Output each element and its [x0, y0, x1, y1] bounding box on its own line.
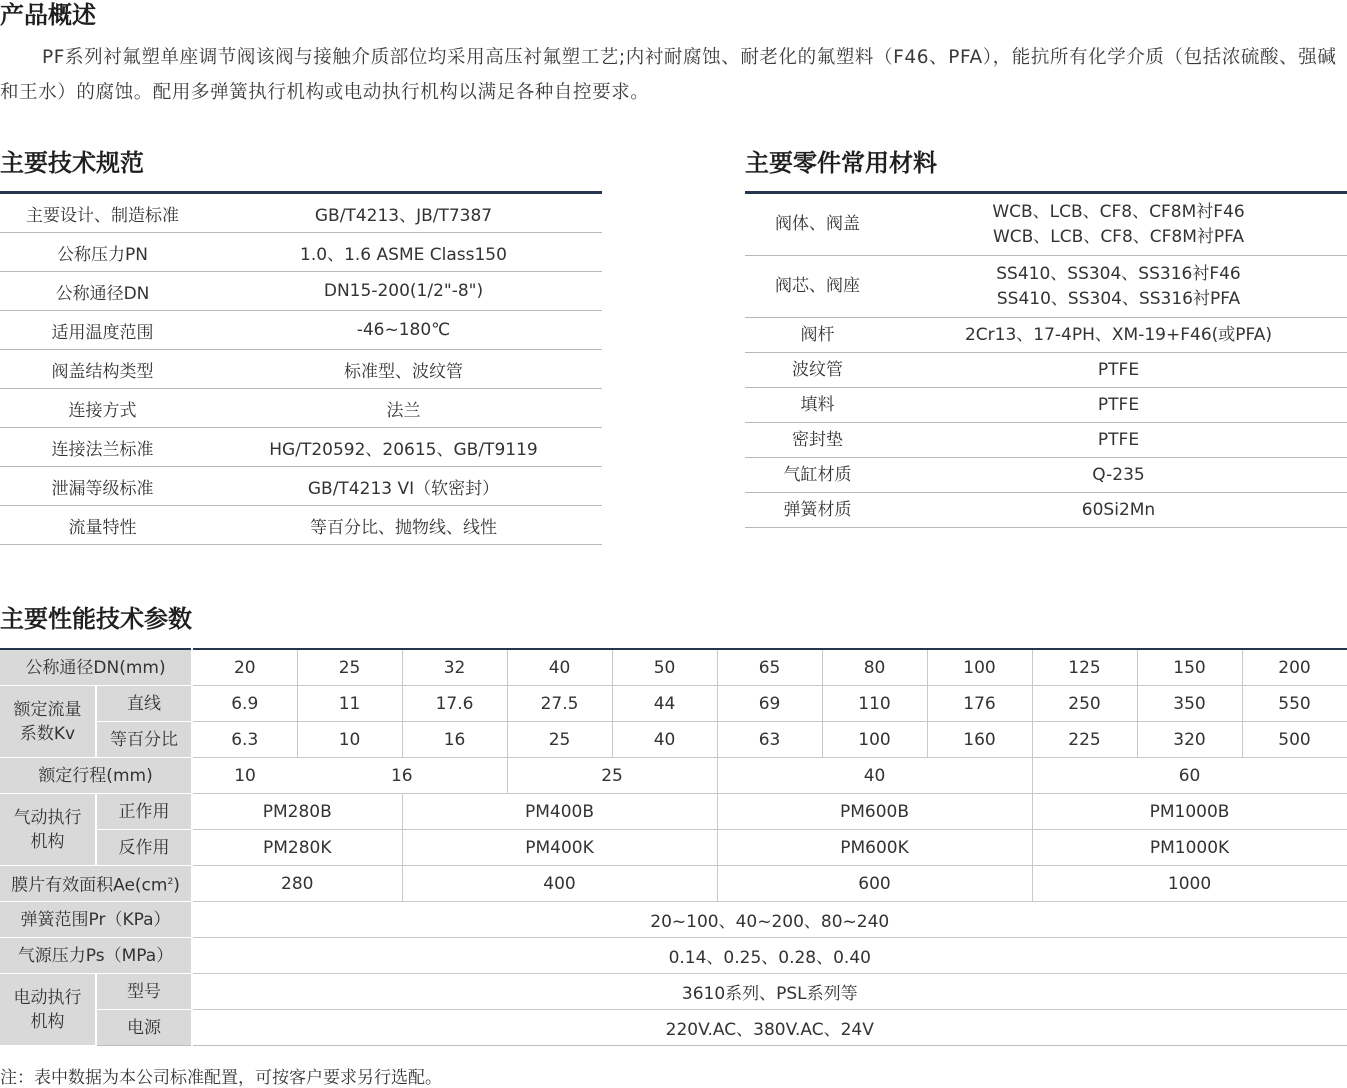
material-value: Q-235: [890, 458, 1347, 493]
dn-cell: 25: [297, 649, 402, 686]
kv-cell: 16: [402, 722, 507, 758]
kv-cell: 11: [297, 686, 402, 722]
spec-key: 主要设计、制造标准: [0, 193, 205, 233]
spec-value: 等百分比、抛物线、线性: [205, 506, 602, 545]
table-row: [0, 830, 1347, 866]
stroke-cell: 10: [192, 758, 297, 794]
actuator-cell: PM600K: [717, 830, 1032, 866]
material-value: PTFE: [890, 353, 1347, 388]
table-row: [0, 866, 1347, 902]
overview-title: 产品概述: [0, 1, 96, 29]
kv-cell: 27.5: [507, 686, 612, 722]
table-row: [745, 493, 1347, 528]
spec-value: -46~180℃: [205, 311, 602, 350]
area-cell: 280: [192, 866, 402, 902]
spec-value: DN15-200(1/2"-8"): [205, 272, 602, 311]
power-cell: 220V.AC、380V.AC、24V: [192, 1010, 1347, 1046]
kv-label: [0, 686, 96, 758]
material-part: 阀体、阀盖: [745, 193, 890, 256]
material-part: 阀芯、阀座: [745, 256, 890, 318]
area-label-text: 膜片有效面积Ae(cm: [11, 875, 168, 896]
actuator-cell: PM1000K: [1032, 830, 1347, 866]
kv-equal-label: 等百分比: [96, 722, 192, 758]
area-label-end: ): [173, 875, 180, 896]
material-line: SS410、SS304、SS316衬F46: [996, 263, 1241, 284]
material-part: 阀杆: [745, 318, 890, 353]
material-value: PTFE: [890, 423, 1347, 458]
table-row: [0, 938, 1347, 974]
dn-cell: 150: [1137, 649, 1242, 686]
overview-text: PF系列衬氟塑单座调节阀该阀与接触介质部位均采用高压衬氟塑工艺;内衬耐腐蚀、耐老化的氟塑料（F46、PFA），能抗所有化学介质（包括浓硫酸、强碱和王水）的腐蚀。配用多弹簧执行机构或电动执行机构以满足各种自控要求。: [0, 47, 1337, 103]
material-part: 密封垫: [745, 423, 890, 458]
table-row: [745, 388, 1347, 423]
material-line: SS410、SS304、SS316衬PFA: [996, 288, 1241, 309]
perf-title: 主要性能技术参数: [0, 605, 192, 633]
kv-cell: 320: [1137, 722, 1242, 758]
kv-cell: 176: [927, 686, 1032, 722]
spec-title: 主要技术规范: [0, 149, 144, 177]
material-value: PTFE: [890, 388, 1347, 423]
dn-cell: 50: [612, 649, 717, 686]
spec-key: 公称压力PN: [0, 233, 205, 272]
table-row: [0, 506, 602, 545]
material-part: 弹簧材质: [745, 493, 890, 528]
kv-cell: 6.3: [192, 722, 297, 758]
kv-cell: 10: [297, 722, 402, 758]
kv-linear-label: 直线: [96, 686, 192, 722]
area-cell: 1000: [1032, 866, 1347, 902]
spec-table: [0, 191, 602, 545]
actuator-cell: PM1000B: [1032, 794, 1347, 830]
table-row: [0, 467, 602, 506]
table-row: [745, 423, 1347, 458]
pneumatic-label: [0, 794, 96, 866]
stroke-cell: 40: [717, 758, 1032, 794]
direct-label: 正作用: [96, 794, 192, 830]
material-value: 2Cr13、17-4PH、XM-19+F46(或PFA): [890, 318, 1347, 353]
kv-cell: 44: [612, 686, 717, 722]
kv-cell: 25: [507, 722, 612, 758]
kv-cell: 6.9: [192, 686, 297, 722]
kv-cell: 550: [1242, 686, 1347, 722]
table-row: [745, 458, 1347, 493]
electric-label: [0, 974, 96, 1046]
spec-key: 适用温度范围: [0, 311, 205, 350]
kv-label-line: 额定流量: [13, 699, 82, 720]
kv-cell: 100: [822, 722, 927, 758]
dn-cell: 40: [507, 649, 612, 686]
power-label: 电源: [96, 1010, 192, 1046]
table-row: [0, 649, 1347, 686]
area-label: [0, 866, 192, 902]
table-row: [0, 193, 602, 233]
kv-cell: 40: [612, 722, 717, 758]
stroke-cell: 60: [1032, 758, 1347, 794]
stroke-cell: 16: [297, 758, 507, 794]
kv-cell: 63: [717, 722, 822, 758]
table-row: [0, 428, 602, 467]
material-part: 气缸材质: [745, 458, 890, 493]
spec-key: 流量特性: [0, 506, 205, 545]
electric-label-line: 机构: [30, 1011, 65, 1032]
table-row: [0, 902, 1347, 938]
table-row: [0, 722, 1347, 758]
table-row: [0, 1010, 1347, 1046]
dn-cell: 65: [717, 649, 822, 686]
spec-value: 1.0、1.6 ASME Class150: [205, 233, 602, 272]
dn-cell: 80: [822, 649, 927, 686]
performance-table: [0, 648, 1347, 1046]
table-row: [0, 974, 1347, 1010]
pneumatic-label-line: 气动执行: [13, 807, 82, 828]
material-value: [890, 256, 1347, 318]
table-row: [0, 233, 602, 272]
dn-label: 公称通径DN(mm): [0, 649, 192, 686]
kv-cell: 69: [717, 686, 822, 722]
spring-cell: 20~100、40~200、80~240: [192, 902, 1347, 938]
material-line: WCB、LCB、CF8、CF8M衬PFA: [992, 226, 1245, 247]
air-label: 气源压力Ps（MPa）: [0, 938, 192, 974]
dn-cell: 20: [192, 649, 297, 686]
dn-cell: 32: [402, 649, 507, 686]
material-part: 波纹管: [745, 353, 890, 388]
kv-cell: 160: [927, 722, 1032, 758]
kv-cell: 250: [1032, 686, 1137, 722]
table-row: [745, 193, 1347, 256]
table-row: [745, 256, 1347, 318]
material-part: 填料: [745, 388, 890, 423]
spec-value: HG/T20592、20615、GB/T9119: [205, 428, 602, 467]
table-row: [0, 311, 602, 350]
spec-key: 连接法兰标准: [0, 428, 205, 467]
model-cell: 3610系列、PSL系列等: [192, 974, 1347, 1010]
table-row: [0, 758, 1347, 794]
materials-title: 主要零件常用材料: [745, 149, 937, 177]
table-row: [745, 353, 1347, 388]
spec-key: 公称通径DN: [0, 272, 205, 311]
spec-value: GB/T4213、JB/T7387: [205, 193, 602, 233]
dn-cell: 100: [927, 649, 1032, 686]
footnote: 注：表中数据为本公司标准配置，可按客户要求另行选配。: [0, 1068, 442, 1088]
dn-cell: 125: [1032, 649, 1137, 686]
dn-cell: 200: [1242, 649, 1347, 686]
spring-label: 弹簧范围Pr（KPa）: [0, 902, 192, 938]
actuator-cell: PM400K: [402, 830, 717, 866]
area-cell: 600: [717, 866, 1032, 902]
material-value: [890, 193, 1347, 256]
actuator-cell: PM600B: [717, 794, 1032, 830]
kv-cell: 225: [1032, 722, 1137, 758]
spec-key: 连接方式: [0, 389, 205, 428]
spec-key: 泄漏等级标准: [0, 467, 205, 506]
stroke-cell: 25: [507, 758, 717, 794]
electric-label-line: 电动执行: [13, 987, 82, 1008]
reverse-label: 反作用: [96, 830, 192, 866]
kv-cell: 500: [1242, 722, 1347, 758]
kv-cell: 350: [1137, 686, 1242, 722]
pneumatic-label-line: 机构: [30, 831, 65, 852]
material-line: WCB、LCB、CF8、CF8M衬F46: [992, 201, 1245, 222]
stroke-label: 额定行程(mm): [0, 758, 192, 794]
table-row: [0, 272, 602, 311]
materials-table: [745, 191, 1347, 528]
table-row: [0, 686, 1347, 722]
actuator-cell: PM280B: [192, 794, 402, 830]
table-row: [0, 350, 602, 389]
area-cell: 400: [402, 866, 717, 902]
kv-cell: 17.6: [402, 686, 507, 722]
area-label-sup: 2: [167, 876, 174, 887]
spec-key: 阀盖结构类型: [0, 350, 205, 389]
actuator-cell: PM400B: [402, 794, 717, 830]
spec-value: 标准型、波纹管: [205, 350, 602, 389]
air-cell: 0.14、0.25、0.28、0.40: [192, 938, 1347, 974]
table-row: [0, 389, 602, 428]
spec-value: 法兰: [205, 389, 602, 428]
actuator-cell: PM280K: [192, 830, 402, 866]
spec-value: GB/T4213 VI（软密封）: [205, 467, 602, 506]
table-row: [745, 318, 1347, 353]
material-value: 60Si2Mn: [890, 493, 1347, 528]
kv-label-line: 系数Kv: [19, 723, 76, 744]
table-row: [0, 794, 1347, 830]
kv-cell: 110: [822, 686, 927, 722]
model-label: 型号: [96, 974, 192, 1010]
